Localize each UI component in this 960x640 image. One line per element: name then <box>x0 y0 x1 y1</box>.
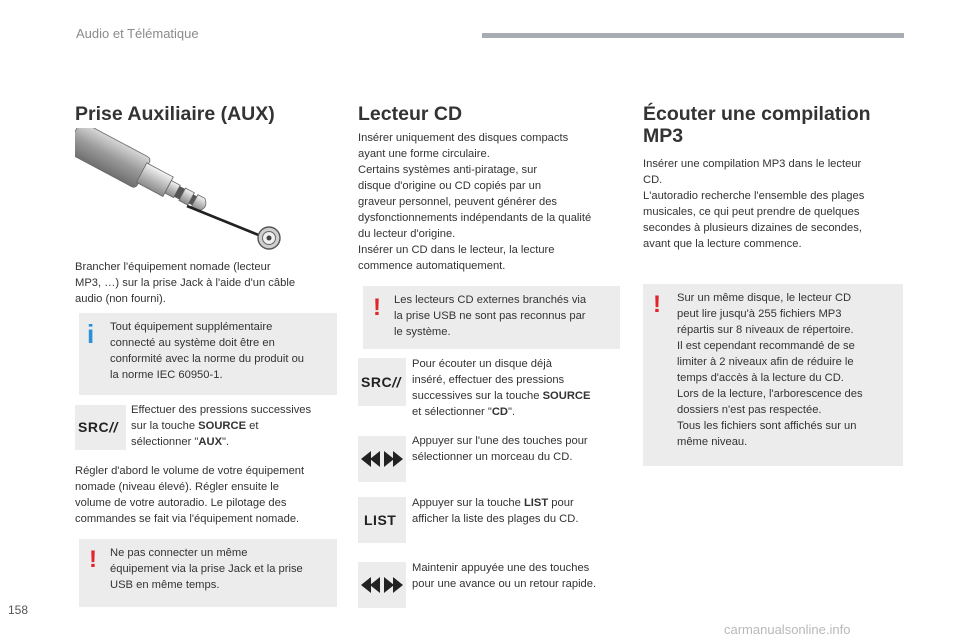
page-header-title: Audio et Télématique <box>76 26 199 41</box>
info-icon: i <box>87 319 95 349</box>
page-number: 158 <box>8 603 29 617</box>
cd-source-instructions: Pour écouter un disque déjà inséré, effectuer des pressions successives sur la touche SOURCE et sélectionner "CD". <box>412 358 591 418</box>
section-title-aux: Prise Auxiliaire (AUX) <box>75 103 275 125</box>
aux-source-instructions: Effectuer des pressions successives sur la touche SOURCE et sélectionner "AUX". <box>131 404 312 448</box>
prev-next-arrows-icon <box>361 451 403 467</box>
track-arrows-icon <box>358 436 406 482</box>
warning-note-text: Les lecteurs CD externes branchés via la prise USB ne sont pas reconnus par le système. <box>394 294 587 338</box>
section-title-mp3: Écouter une compilation MP3 <box>643 103 871 147</box>
mp3-instructions: Insérer une compilation MP3 dans le lecteur CD. L'autoradio recherche l'ensemble des plages musicales, ce qui peut prendre de quelques secondes à plusieurs dizaines de secondes, avant que la lecture commence. <box>643 158 865 250</box>
warning-icon: ! <box>373 294 381 321</box>
page-header-bar <box>482 33 904 38</box>
aux-instructions: Brancher l'équipement nomade (lecteur MP3, …) sur la prise Jack à l'aide d'un câble audio (non fourni). <box>75 261 296 305</box>
src-button-icon <box>75 405 126 450</box>
cd-list-instructions: Appuyer sur la touche LIST pour afficher la liste des plages du CD. <box>412 497 579 525</box>
section-title-cd: Lecteur CD <box>358 103 463 125</box>
list-button-icon <box>358 497 406 543</box>
src-button-label: SRC// <box>78 419 118 435</box>
warning-icon: ! <box>653 291 661 318</box>
src-button-icon <box>358 358 406 406</box>
jack-plug-illustration <box>75 128 290 252</box>
fast-forward-rewind-icon <box>361 577 403 593</box>
warning-note-box-mp3 <box>643 284 903 466</box>
warning-note-text: Sur un même disque, le lecteur CD peut lire jusqu'à 255 fichiers MP3 répartis sur 8 niveaux de répertoire. Il est cependant recommandé de se limiter à 2 niveaux afin de réduire le temps d'accès à la lecture du CD. Lors de la lecture, l'arborescence des dossiers n'est pas respectée. Tous les fichiers sont affichés sur un même niveau. <box>677 292 863 448</box>
info-note-text: Tout équipement supplémentaire connecté au système doit être en conformité avec la norme du produit ou la norme IEC 60950-1. <box>110 321 305 381</box>
info-note-box <box>79 313 337 395</box>
warning-icon: ! <box>89 546 97 573</box>
fast-arrows-icon <box>358 562 406 608</box>
warning-note-box-cd <box>363 286 620 349</box>
warning-note-text: Ne pas connecter un même équipement via la prise Jack et la prise USB en même temps. <box>110 547 303 591</box>
cd-instructions: Insérer uniquement des disques compacts ayant une forme circulaire. Certains systèmes anti-piratage, sur disque d'origine ou CD copiés par un graveur personnel, peuvent générer des dysfonctionnements indépendants de la qualité du lecteur d'origine. Insérer un CD dans le lecteur, la lecture commence automatiquement. <box>358 132 592 272</box>
cd-track-instructions: Appuyer sur l'une des touches pour sélectionner un morceau du CD. <box>412 435 588 463</box>
list-button-label: LIST <box>364 512 397 528</box>
cd-fast-instructions: Maintenir appuyée une des touches pour une avance ou un retour rapide. <box>412 562 597 590</box>
src-button-label: SRC// <box>361 374 401 390</box>
watermark: carmanualsonline.info <box>724 622 851 637</box>
warning-note-box-aux <box>79 539 337 607</box>
aux-volume-instructions: Régler d'abord le volume de votre équipement nomade (niveau élevé). Régler ensuite le volume de votre autoradio. Le pilotage des commandes se fait via l'équipement nomade. <box>75 465 305 525</box>
